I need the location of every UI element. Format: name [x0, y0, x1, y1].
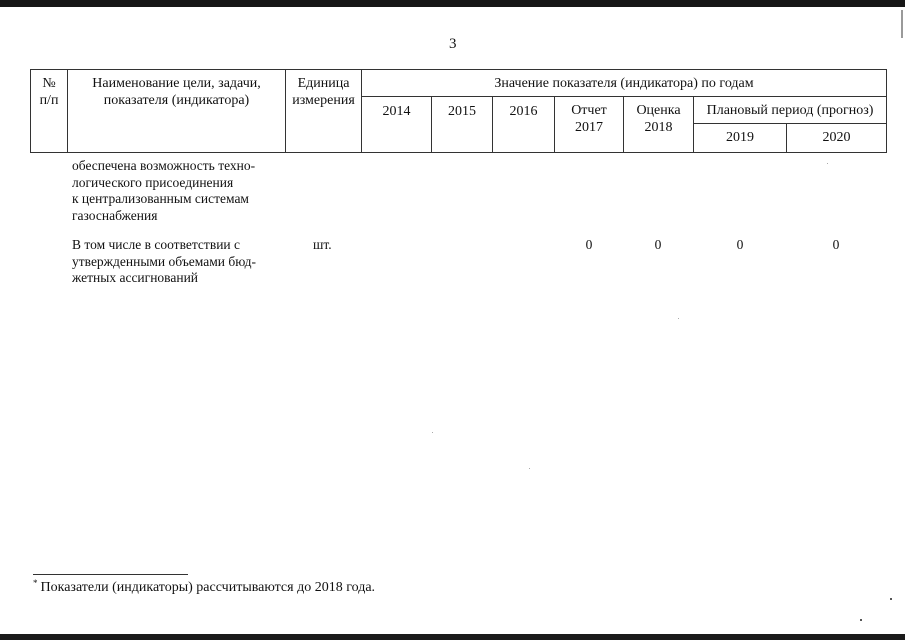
- header-num: № п/п: [39, 76, 59, 108]
- footnote-text: Показатели (индикаторы) рассчитываются до 2018 года.: [40, 580, 376, 595]
- scan-speck: [529, 468, 530, 469]
- table-right-border: [886, 69, 887, 153]
- scan-speck: [860, 619, 862, 621]
- header-name: Наименование цели, задачи, показателя (индикатора): [92, 76, 261, 108]
- scan-speck: [678, 318, 679, 319]
- header-year-2014: 2014: [382, 104, 411, 119]
- header-plan-2020: 2020: [822, 130, 851, 145]
- row-2-plan-2019: 0: [736, 237, 744, 252]
- header-values-group: Значение показателя (индикатора) по годам: [494, 76, 754, 91]
- top-scan-border: [0, 0, 905, 7]
- row-2-name: В том числе в соответствии с утвержденными объемами бюд- жетных ассигнований: [72, 237, 257, 285]
- footnote: [33, 580, 375, 596]
- plan-group-divider: [693, 123, 887, 124]
- row-2-estimate-2018: 0: [654, 237, 662, 252]
- footnote-separator: [33, 574, 188, 575]
- table-top-border: [30, 69, 887, 70]
- page-number: 3: [449, 36, 457, 52]
- header-plan-group: Плановый период (прогноз): [706, 103, 874, 118]
- right-scan-edge: [901, 10, 903, 38]
- header-estimate-2018: Оценка 2018: [636, 103, 681, 135]
- footnote-marker: *: [33, 578, 38, 588]
- header-unit: Единица измерения: [292, 76, 355, 108]
- header-year-2015: 2015: [448, 104, 476, 119]
- scan-speck: [890, 598, 892, 600]
- header-year-2016: 2016: [509, 104, 538, 119]
- bottom-scan-border: [0, 634, 905, 640]
- row-1-name: обеспечена возможность техно- логического присоединения к централизованным системам газоснабжения: [72, 158, 256, 223]
- header-plan-2019: 2019: [726, 130, 754, 145]
- row-2-plan-2020: 0: [832, 237, 840, 252]
- row-2-unit: шт.: [313, 237, 332, 252]
- header-bottom-border: [30, 152, 887, 153]
- values-group-divider: [361, 96, 887, 97]
- header-report-2017: Отчет 2017: [571, 103, 607, 135]
- scan-speck: [432, 432, 433, 433]
- row-2-report-2017: 0: [585, 237, 593, 252]
- scan-speck: [827, 163, 828, 164]
